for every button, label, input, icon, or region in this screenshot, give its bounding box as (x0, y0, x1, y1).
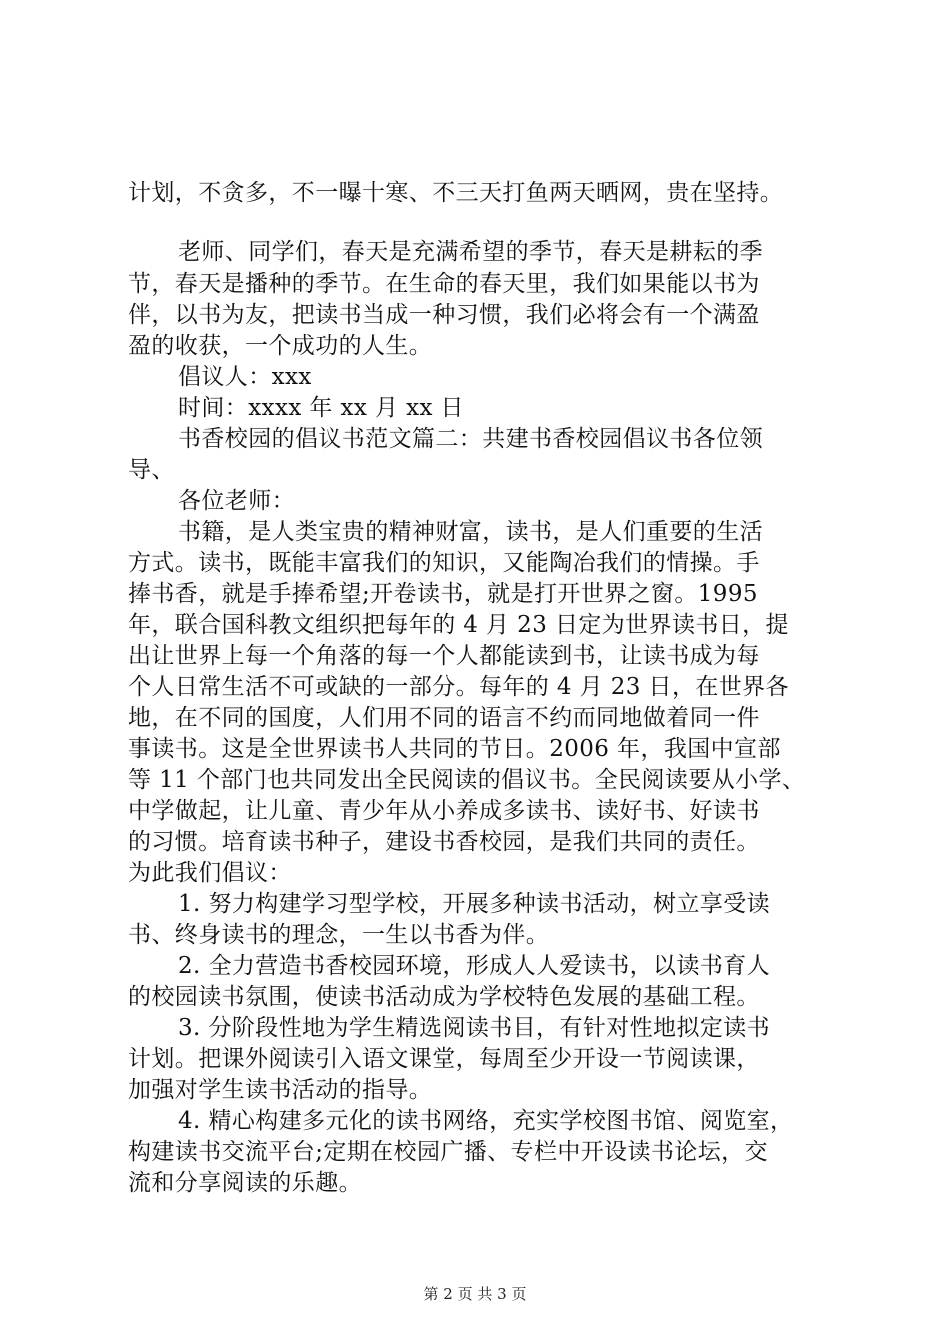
text-line: 流和分享阅读的乐趣。 (128, 1170, 362, 1196)
text-line: 书香校园的倡议书范文篇二：共建书香校园倡议书各位领 (178, 426, 763, 452)
list-item-2: 2. 全力营造书香校园环境，形成人人爱读书，以读书育人 (178, 953, 771, 979)
list-item-1: 1. 努力构建学习型学校，开展多种读书活动，树立享受读 (178, 891, 771, 917)
text-line: 出让世界上每一个角落的每一个人都能读到书，让读书成为每 (128, 643, 760, 669)
text-line: 伴，以书为友，把读书当成一种习惯，我们必将会有一个满盈 (128, 302, 760, 328)
text-line: 加强对学生读书活动的指导。 (128, 1077, 433, 1103)
text-line: 盈的收获，一个成功的人生。 (128, 333, 433, 359)
text-line: 等 11 个部门也共同发出全民阅读的倡议书。全民阅读要从小学、 (128, 767, 806, 793)
text-line: 老师、同学们，春天是充满希望的季节，春天是耕耘的季 (178, 239, 763, 265)
text-line: 中学做起，让儿童、青少年从小养成多读书、读好书、好读书 (128, 798, 760, 824)
salutation-line: 各位老师： (178, 488, 295, 514)
list-item-3: 3. 分阶段性地为学生精选阅读书目，有针对性地拟定读书 (178, 1015, 771, 1041)
page-footer: 第 2 页 共 3 页 (423, 1285, 527, 1303)
text-line: 捧书香，就是手捧希望;开卷读书，就是打开世界之窗。1995 (128, 581, 758, 607)
list-item-4: 4. 精心构建多元化的读书网络，充实学校图书馆、阅览室， (178, 1108, 794, 1134)
text-line: 书、终身读书的理念，一生以书香为伴。 (128, 922, 550, 948)
text-line: 构建读书交流平台;定期在校园广播、专栏中开设读书论坛，交 (128, 1139, 768, 1165)
date-line: 时间：xxxx 年 xx 月 xx 日 (178, 395, 464, 421)
text-line: 计划。把课外阅读引入语文课堂，每周至少开设一节阅读课， (128, 1046, 760, 1072)
text-line: 方式。读书，既能丰富我们的知识，又能陶冶我们的情操。手 (128, 550, 760, 576)
text-line: 书籍，是人类宝贵的精神财富，读书，是人们重要的生活 (178, 519, 763, 545)
text-line: 个人日常生活不可或缺的一部分。每年的 4 月 23 日，在世界各 (128, 674, 789, 700)
text-line: 的校园读书氛围，使读书活动成为学校特色发展的基础工程。 (128, 984, 760, 1010)
text-line: 节，春天是播种的季节。在生命的春天里，我们如果能以书为 (128, 271, 760, 297)
text-line: 事读书。这是全世界读书人共同的节日。2006 年，我国中宣部 (128, 736, 781, 762)
text-line: 年，联合国科教文组织把每年的 4 月 23 日定为世界读书日，提 (128, 612, 789, 638)
text-line: 为此我们倡议： (128, 860, 292, 886)
text-line: 导、 (128, 457, 175, 483)
text-line: 地，在不同的国度，人们用不同的语言不约而同地做着同一件 (128, 705, 760, 731)
text-line: 的习惯。培育读书种子，建设书香校园，是我们共同的责任。 (128, 829, 760, 855)
signatory-line: 倡议人：xxx (178, 364, 312, 390)
text-line: 计划，不贪多，不一曝十寒、不三天打鱼两天晒网，贵在坚持。 (128, 180, 784, 206)
